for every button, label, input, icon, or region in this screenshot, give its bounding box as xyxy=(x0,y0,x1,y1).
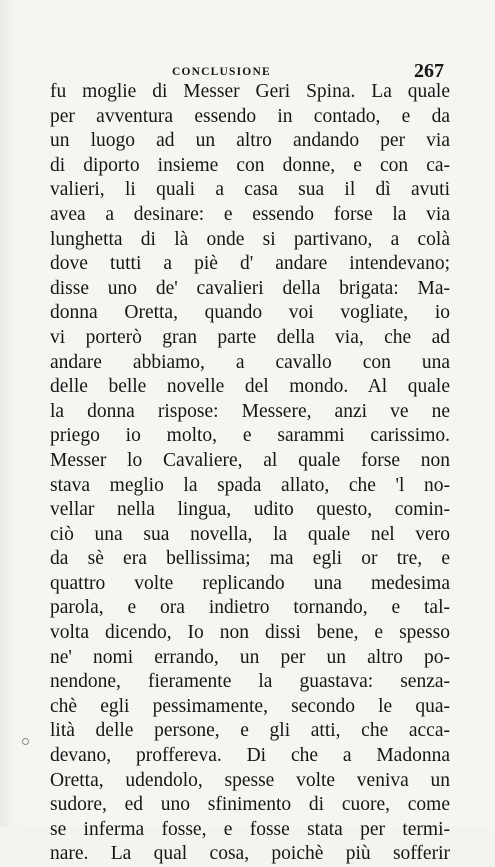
text-line: per avventura essendo in contado, e da xyxy=(50,105,450,127)
text-line: sudore, ed uno sfinimento di cuore, come xyxy=(50,794,450,816)
page-header xyxy=(52,62,444,82)
text-line: fu moglie di Messer Geri Spina. La quale xyxy=(50,81,450,102)
text-line: se inferma fosse, e fosse stata per termi- xyxy=(50,818,450,840)
text-line: donna Oretta, quando voi vogliate, io xyxy=(50,302,450,324)
text-line: nendone, fieramente la guastava: senza- xyxy=(50,671,450,693)
text-line: avea a desinare: e essendo forse la via xyxy=(50,203,450,225)
text-line: chè egli pessimamente, secondo le qua- xyxy=(50,695,450,717)
text-line: di diporto insieme con donne, e con ca- xyxy=(50,154,450,176)
page-number: 267 xyxy=(414,60,444,82)
text-line: stava meglio la spada allato, che 'l no- xyxy=(50,474,450,496)
text-line: vellar nella lingua, udito questo, comin- xyxy=(50,499,450,521)
body-text xyxy=(50,80,450,867)
text-line: devano, proffereva. Di che a Madonna xyxy=(50,745,450,767)
text-line: ne' nomi errando, un per un altro po- xyxy=(50,646,450,668)
text-line: dove tutti a piè d' andare intendevano; xyxy=(50,253,450,275)
text-line: delle belle novelle del mondo. Al quale xyxy=(50,376,450,398)
text-line: valieri, li quali a casa sua il dì avuti xyxy=(50,179,450,201)
text-line: lità delle persone, e gli atti, che acca- xyxy=(50,720,450,742)
text-line: ciò una sua novella, la quale nel vero xyxy=(50,523,450,545)
text-line: Messer lo Cavaliere, al quale forse non xyxy=(50,449,450,471)
text-line: lunghetta di là onde si partivano, a colà xyxy=(50,228,450,250)
text-line: volta dicendo, Io non dissi bene, e spesso xyxy=(50,622,450,644)
text-line: andare abbiamo, a cavallo con una xyxy=(50,351,450,373)
running-title: CONCLUSIONE xyxy=(172,66,271,78)
text-line: priego io molto, e sarammi carissimo. xyxy=(50,425,450,447)
paper-blemish xyxy=(22,738,29,745)
text-line: nare. La qual cosa, poichè più sofferir xyxy=(50,843,450,865)
text-line: quattro volte replicando una medesima xyxy=(50,572,450,594)
text-line: disse uno de' cavalieri della brigata: Ma- xyxy=(50,277,450,299)
text-line: parola, e ora indietro tornando, e tal- xyxy=(50,597,450,619)
text-line: la donna rispose: Messere, anzi ve ne xyxy=(50,400,450,422)
text-line: Oretta, udendolo, spesse volte veniva un xyxy=(50,769,450,791)
text-line: un luogo ad un altro andando per via xyxy=(50,130,450,152)
text-line: da sè era bellissima; ma egli or tre, e xyxy=(50,548,450,570)
text-line: vi porterò gran parte della via, che ad xyxy=(50,326,450,348)
